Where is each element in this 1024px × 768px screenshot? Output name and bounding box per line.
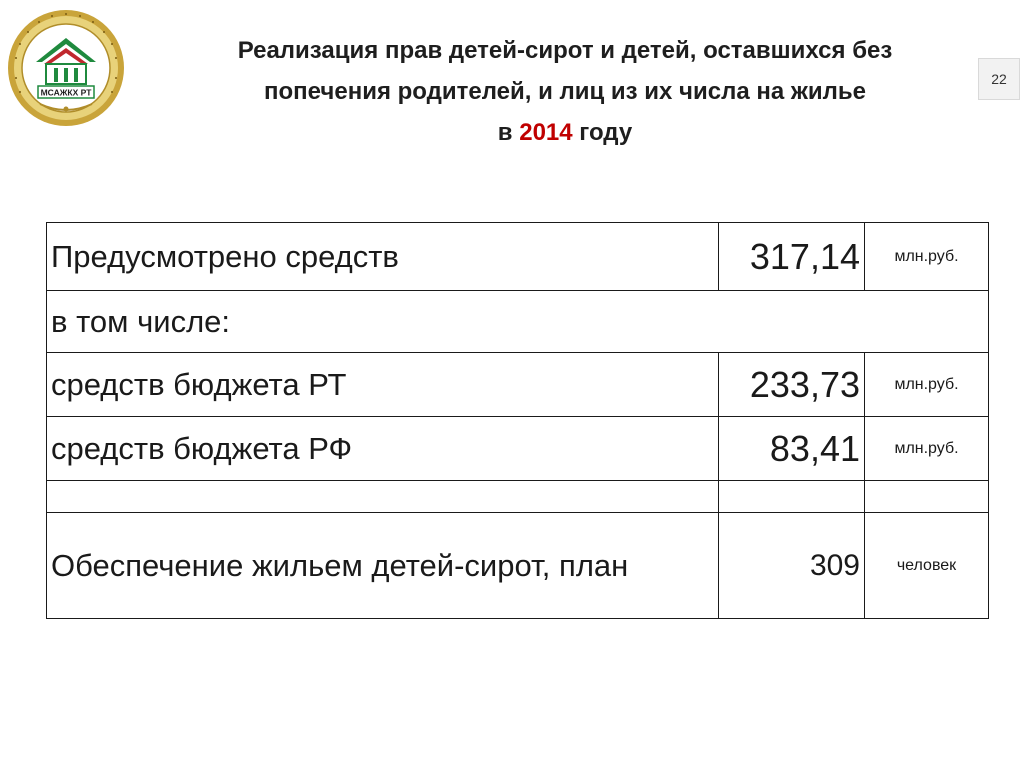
title-line-3	[150, 112, 980, 153]
title-year: 2014	[519, 119, 573, 146]
row-value	[719, 481, 865, 513]
row-unit	[865, 481, 989, 513]
title-year-prefix: в	[497, 119, 520, 146]
page-title	[150, 30, 980, 153]
table-row	[47, 417, 989, 481]
row-value: 309	[719, 513, 865, 619]
row-unit: млн.руб.	[865, 353, 989, 417]
title-line-2: попечения родителей, и лиц из их числа на жилье	[264, 78, 866, 105]
svg-text:МСАЖКХ РТ: МСАЖКХ РТ	[40, 87, 92, 98]
row-label: средств бюджета РТ	[47, 353, 719, 417]
table-row	[47, 291, 989, 353]
title-line-1: Реализация прав детей-сирот и детей, оставшихся без	[237, 37, 893, 64]
row-label: Обеспечение жильем детей-сирот, план	[47, 513, 719, 619]
slide-number: 22	[978, 58, 1020, 100]
table-row	[47, 513, 989, 619]
table-row	[47, 223, 989, 291]
row-value: 317,14	[719, 223, 865, 291]
row-unit: человек	[865, 513, 989, 619]
row-unit: млн.руб.	[865, 223, 989, 291]
row-unit: млн.руб.	[865, 417, 989, 481]
row-value: 233,73	[719, 353, 865, 417]
row-value: 83,41	[719, 417, 865, 481]
row-label: Предусмотрено средств	[47, 223, 719, 291]
title-year-suffix: году	[572, 119, 633, 146]
table-row-empty	[47, 481, 989, 513]
table-row	[47, 353, 989, 417]
row-label	[47, 481, 719, 513]
logo-abbreviation	[6, 8, 126, 128]
row-label: средств бюджета РФ	[47, 417, 719, 481]
organization-logo	[6, 8, 126, 128]
row-label: в том числе:	[47, 291, 989, 353]
funding-table	[46, 222, 989, 619]
